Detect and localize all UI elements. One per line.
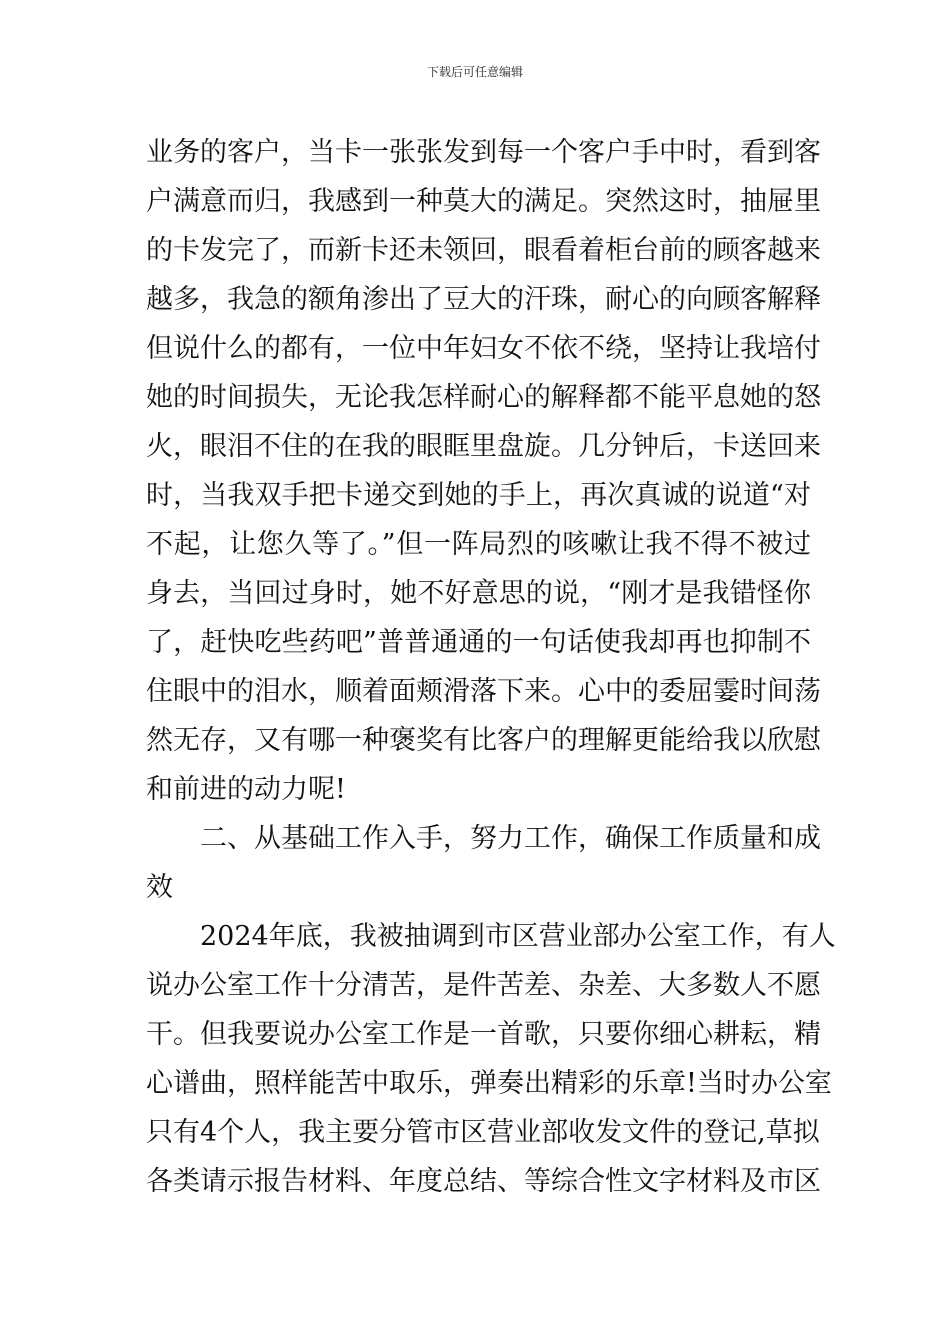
text-line: 住眼中的泪水，顺着面颊滑落下来。心中的委屈霎时间荡 [146, 676, 821, 707]
page-header: 下载后可任意编辑 [426, 65, 523, 79]
text-line: 不起，让您久等了。”但一阵局烈的咳嗽让我不得不被过 [146, 529, 811, 560]
section-heading: 二、从基础工作入手，努力工作，确保工作质量和成 [200, 823, 821, 854]
text-line: 的卡发完了，而新卡还未领回，眼看着柜台前的顾客越来 [146, 235, 821, 266]
text-line: 越多，我急的额角渗出了豆大的汗珠，耐心的向顾客解释 [146, 284, 821, 315]
text-line: 时，当我双手把卡递交到她的手上，再次真诚的说道“对 [146, 480, 811, 511]
text-line: 然无存，又有哪一种褒奖有比客户的理解更能给我以欣慰 [146, 725, 821, 756]
text-line: 只有4个人，我主要分管市区营业部收发文件的登记,草拟 [146, 1117, 820, 1148]
text-line: 2024年底，我被抽调到市区营业部办公室工作，有人 [200, 921, 836, 952]
text-line: 业务的客户，当卡一张张发到每一个客户手中时，看到客 [146, 137, 821, 168]
text-line: 火，眼泪不住的在我的眼眶里盘旋。几分钟后，卡送回来 [146, 431, 821, 462]
section-heading-continuation: 效 [146, 872, 173, 903]
text-line: 但说什么的都有，一位中年妇女不依不绕，坚持让我培付 [146, 333, 821, 364]
text-line: 户满意而归，我感到一种莫大的满足。突然这时，抽屉里 [146, 186, 821, 217]
text-line: 心谱曲，照样能苦中取乐，弹奏出精彩的乐章!当时办公室 [146, 1068, 832, 1099]
body-text [146, 128, 836, 1206]
text-line: 了，赶快吃些药吧”普普通通的一句话使我却再也抑制不 [146, 627, 811, 658]
text-line: 身去，当回过身时，她不好意思的说，“刚才是我错怪你 [146, 578, 811, 609]
text-line: 她的时间损失，无论我怎样耐心的解释都不能平息她的怒 [146, 382, 821, 413]
text-line: 和前进的动力呢! [146, 774, 346, 805]
text-line: 各类请示报告材料、年度总结、等综合性文字材料及市区 [146, 1166, 821, 1197]
text-line: 说办公室工作十分清苦，是件苦差、杂差、大多数人不愿 [146, 970, 821, 1001]
text-line: 干。但我要说办公室工作是一首歌，只要你细心耕耘，精 [146, 1019, 821, 1050]
